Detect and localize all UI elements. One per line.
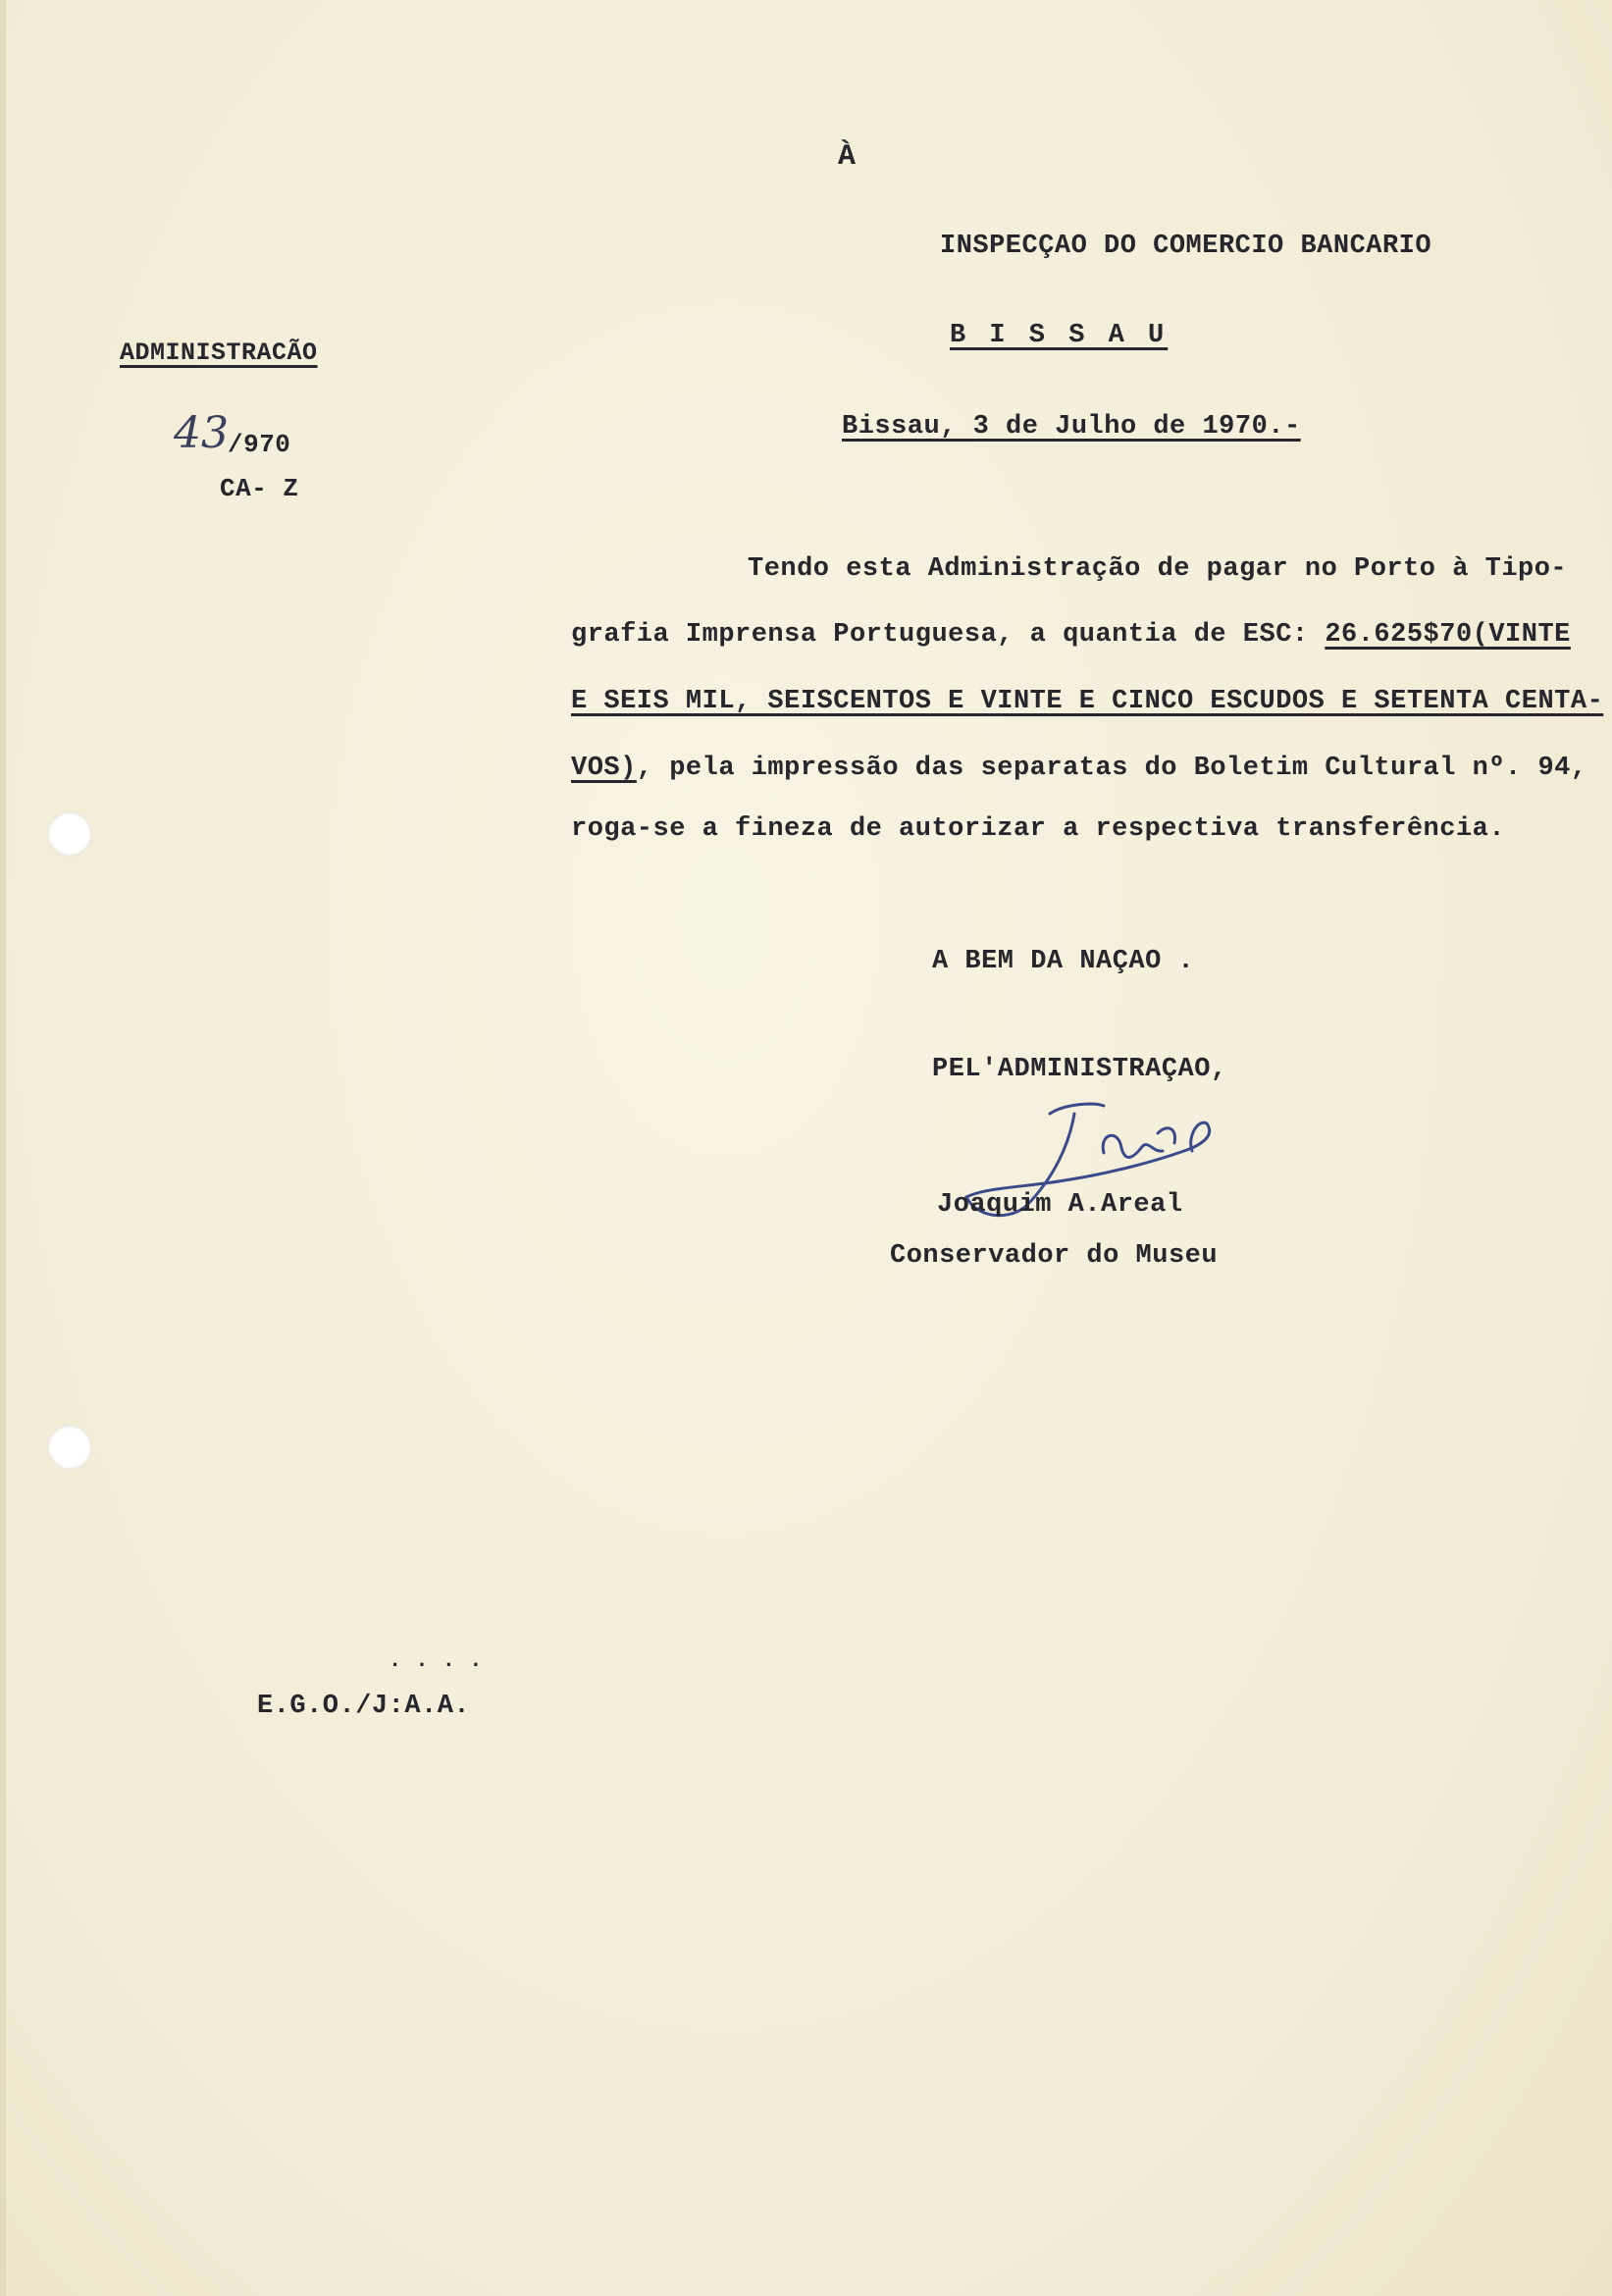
body-line-3-amount-words: E SEIS MIL, SEISCENTOS E VINTE E CINCO ESCUDOS E SETENTA CENTA- — [571, 687, 1604, 716]
body-line-2-text: grafia Imprensa Portuguesa, a quantia de ESC: — [571, 620, 1309, 650]
punch-hole-upper — [47, 811, 92, 857]
body-line-4-text: , pela impressão das separatas do Boletim Cultural nº. 94, — [636, 754, 1587, 783]
reference-year: /970 — [228, 430, 291, 459]
body-line-4 — [571, 754, 1587, 783]
amount-figure: 26.625$70(VINTE — [1325, 620, 1571, 650]
body-line-2 — [571, 620, 1571, 650]
reference-code: CA- Z — [220, 474, 299, 503]
addressee-city: B I S S A U — [950, 321, 1169, 350]
paper-left-edge — [0, 0, 6, 2296]
footer-dots: . . . . — [389, 1648, 483, 1673]
department-label: ADMINISTRACÃO — [120, 339, 318, 367]
footer-initials: E.G.O./J:A.A. — [257, 1692, 471, 1721]
punch-hole-lower — [47, 1425, 92, 1470]
reference-number-handwritten: 43 — [174, 408, 229, 458]
body-line-5: roga-se a fineza de autorizar a respectiva transferência. — [571, 814, 1506, 844]
date-line: Bissau, 3 de Julho de 1970.- — [842, 412, 1301, 442]
closing-salutation: A BEM DA NAÇAO . — [932, 947, 1195, 976]
amount-words-end: VOS) — [571, 754, 637, 783]
addressee-institution: INSPECÇAO DO COMERCIO BANCARIO — [940, 232, 1432, 261]
signer-title: Conservador do Museu — [890, 1241, 1219, 1271]
signer-name: Joaquim A.Areal — [937, 1190, 1183, 1220]
body-line-1: Tendo esta Administração de pagar no Porto à Tipo- — [748, 554, 1568, 584]
on-behalf-line: PEL'ADMINISTRAÇAO, — [932, 1055, 1227, 1084]
addressee-prefix: À — [838, 140, 857, 174]
